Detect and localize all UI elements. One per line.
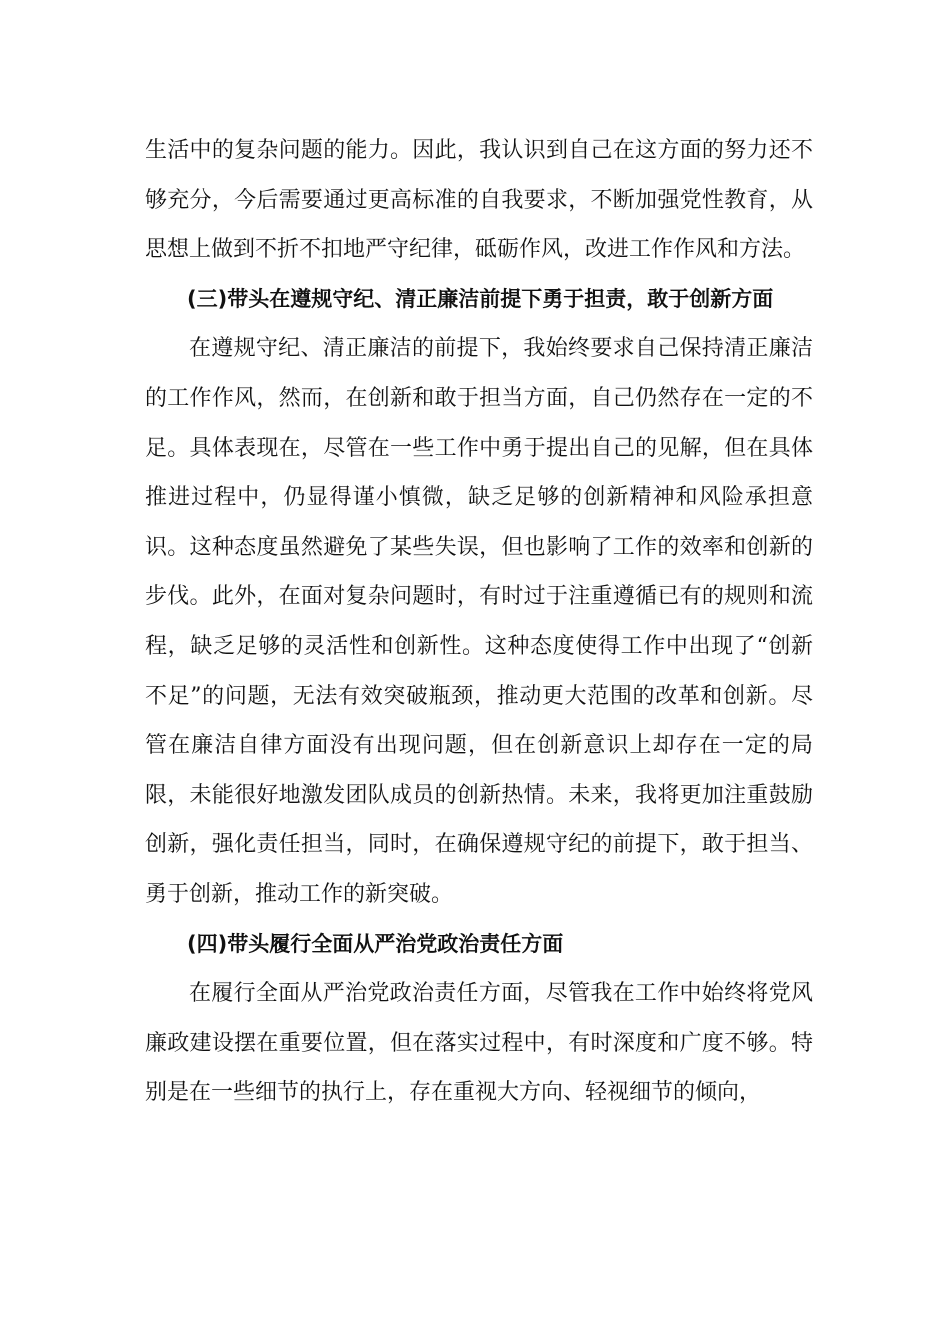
- document-body: [145, 126, 813, 1118]
- section-heading-4: (四)带头履行全面从严治党政治责任方面: [187, 931, 564, 956]
- paragraph-party-responsibility: 在履行全面从严治党政治责任方面，尽管我在工作中始终将党风廉政建设摆在重要位置，但在落实过程中，有时深度和广度不够。特别是在一些细节的执行上，存在重视大方向、轻视细节的倾向，: [145, 981, 813, 1106]
- paragraph-continuation: 生活中的复杂问题的能力。因此，我认识到自己在这方面的努力还不够充分，今后需要通过更高标准的自我要求，不断加强党性教育，从思想上做到不折不扣地严守纪律，砥砺作风，改进工作作风和方法。: [145, 138, 813, 263]
- paragraph-innovation: 在遵规守纪、清正廉洁的前提下，我始终要求自己保持清正廉洁的工作作风，然而，在创新和敢于担当方面，自己仍然存在一定的不足。具体表现在，尽管在一些工作中勇于提出自己的见解，但在具体推进过程中，仍显得谨小慎微，缺乏足够的创新精神和风险承担意识。这种态度虽然避免了某些失误，但也影响了工作的效率和创新的步伐。此外，在面对复杂问题时，有时过于注重遵循已有的规则和流程，缺乏足够的灵活性和创新性。这种态度使得工作中出现了“创新不足”的问题，无法有效突破瓶颈，推动更大范围的改革和创新。尽管在廉洁自律方面没有出现问题，但在创新意识上却存在一定的局限，未能很好地激发团队成员的创新热情。未来，我将更加注重鼓励创新，强化责任担当，同时，在确保遵规守纪的前提下，敢于担当、勇于创新，推动工作的新突破。: [145, 336, 813, 907]
- section-heading-3: (三)带头在遵规守纪、清正廉洁前提下勇于担责，敢于创新方面: [187, 286, 774, 311]
